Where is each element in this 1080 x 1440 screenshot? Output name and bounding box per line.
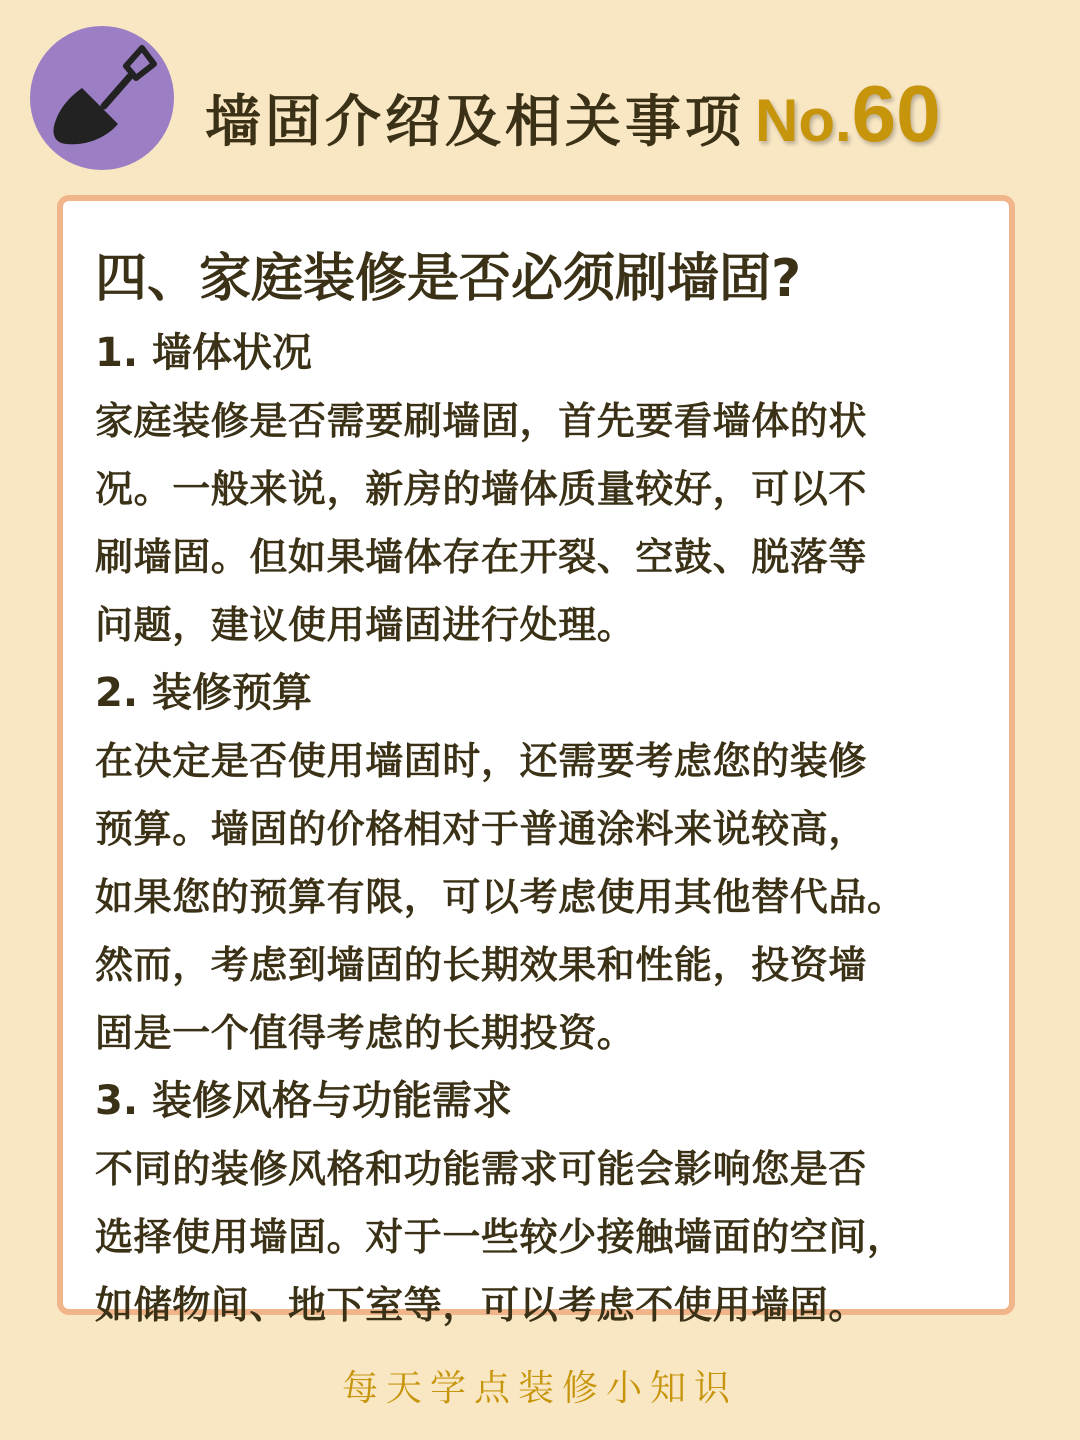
card-content (95, 241, 1015, 1339)
page-title (205, 68, 941, 160)
paragraph-line: 问题，建议使用墙固进行处理。 (95, 603, 636, 647)
section-heading: 四、家庭装修是否必须刷墙固? (95, 249, 802, 309)
paragraph-line: 在决定是否使用墙固时，还需要考虑您的装修 (95, 739, 868, 783)
paragraph-line: 固是一个值得考虑的长期投资。 (95, 1011, 636, 1055)
subsection-title-budget: 2. 装修预算 (95, 670, 312, 716)
subsection-title-style-function: 3. 装修风格与功能需求 (95, 1078, 512, 1124)
footer-slogan: 每天学点装修小知识 (341, 1368, 738, 1409)
paragraph-line: 然而，考虑到墙固的长期效果和性能，投资墙 (95, 943, 868, 987)
paragraph-line: 家庭装修是否需要刷墙固，首先要看墙体的状 (95, 399, 868, 443)
logo-badge (30, 26, 174, 170)
content-card (57, 195, 1015, 1327)
paragraph-line: 预算。墙固的价格相对于普通涂料来说较高， (95, 807, 868, 851)
paragraph-line: 如果您的预算有限，可以考虑使用其他替代品。 (95, 875, 906, 919)
paragraph-line: 如储物间、地下室等，可以考虑不使用墙固。 (95, 1283, 868, 1327)
paragraph-line: 刷墙固。但如果墙体存在开裂、空鼓、脱落等 (95, 535, 868, 579)
paragraph-line: 不同的装修风格和功能需求可能会影响您是否 (95, 1147, 868, 1191)
issue-number: 60 (851, 69, 941, 158)
shovel-icon (30, 26, 174, 170)
title-text: 墙固介绍及相关事项 (205, 90, 745, 155)
paragraph-line: 况。一般来说，新房的墙体质量较好，可以不 (95, 467, 868, 511)
subsection-title-wall-condition: 1. 墙体状况 (95, 330, 312, 376)
issue-number-prefix: No. (755, 87, 852, 154)
paragraph-line: 选择使用墙固。对于一些较少接触墙面的空间， (95, 1215, 906, 1259)
